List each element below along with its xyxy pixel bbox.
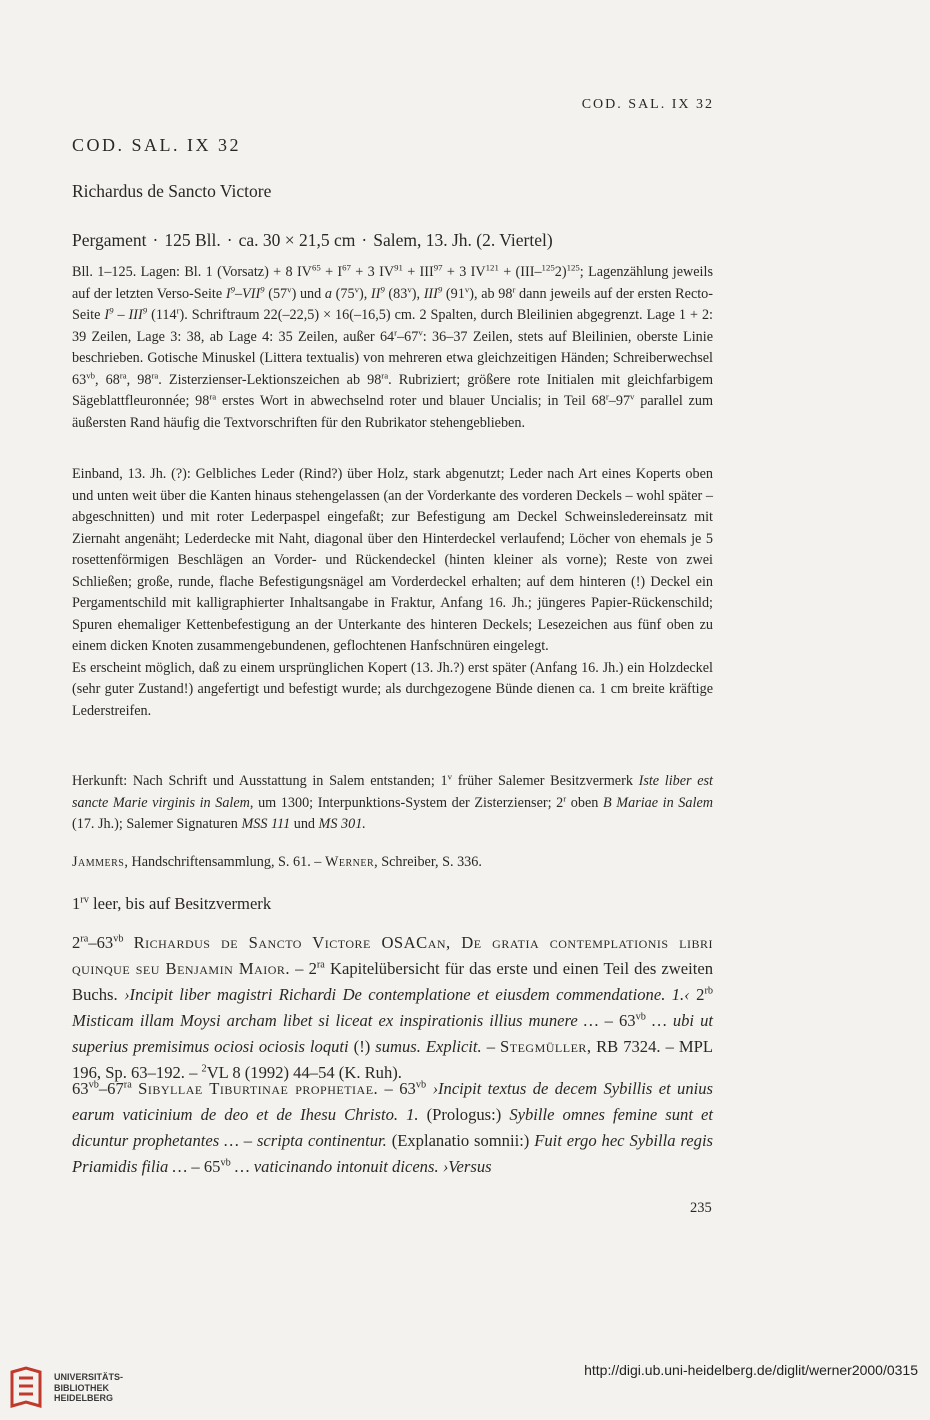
literature-paragraph xyxy=(72,852,713,874)
codicology-text: Bll. 1–125. Lagen: Bl. 1 (Vorsatz) + 8 $IV^{65} + I^{67} + 3$ $IV^{91} + III^{97} + 3$ $IV^{121} + (III-^{125}2)^{125}$; Lagenzählung jeweils auf der letzten Verso-Seite $I^9-VII^9$ (57$^v$) und a (75$^v$), $II^9$ (83$^v$), III$^9$ (91$^v$), ab 98$^r$ dann jeweils auf der ersten Recto-Seite $I^9 - III^9$ (114$^r$). Schriftraum 22(–22,5) × 16(–16,5) cm. 2 Spalten, durch Bleilinien abgegrenzt. Lage 1 + 2: 39 Zeilen, Lage 3: 38, ab Lage 4: 35 Zeilen, außer 64$^r$–67$^v$: 36–37 Zeilen, stets auf Bleilinien, oberste Linie beschrieben. Gotische Minuskel (Littera textualis) von mehreren etwa gleichzeitigen Händen; Schreiberwechsel $63^{vb}$, $68^{ra}$, $98^{ra}$. Zisterzienser-Lektionszeichen ab $98^{ra}$. Rubriziert; größere rote Initialen mit gleichfarbigem Sägeblattfleuronnée; $98^{ra}$ erstes Wort in abwechselnd roter und blauer Uncialis; in Teil 68$^r$–97$^v$ parallel zum äußersten Rand häufig die Textvorschriften für den Rubrikator stehengeblieben. xyxy=(72,262,714,431)
separator: · xyxy=(226,230,233,250)
author-heading: Richardus de Sancto Victore xyxy=(72,181,272,201)
content-entry-sibyllae: $63^{vb}-67^{ra}$ Sibyllae Tiburtinae prophetiae. – $63^{vb}$ ›Incipit textus de decem Sybillis et unius earum vaticinium de deo et de Ihesu Christo. 1. (Prologus:) Sybille omnes femine sunt et dicuntur prophetantes … – scripta continentur. (Explanatio somnii:) Fuit ergo hec Sybilla regis Priamidis filia … – $65^{vb}$ … vaticinando intonuit dicens. ›Versus xyxy=(72,1079,714,1176)
library-name-line: UNIVERSITÄTS- xyxy=(54,1372,124,1382)
binding-text-continued: Es erscheint möglich, daß zu einem ursprünglichen Kopert (13. Jh.?) erst später (Anfang 16. Jh.) ein Holzdeckel (sehr guter Zustand!) angefertigt und befestigt wurde; als durchgezogene Bünde dienen ca. 1 cm breite kräftige Lederstreifen. xyxy=(72,659,713,719)
provenance-paragraph xyxy=(72,771,713,836)
separator: · xyxy=(361,230,368,250)
content-entry-blank: $1^{rv}$ leer, bis auf Besitzvermerk xyxy=(72,894,272,913)
library-name-line: HEIDELBERG xyxy=(54,1393,114,1403)
page-size: ca. 30 × 21,5 cm xyxy=(238,230,356,250)
library-name[interactable] xyxy=(54,1372,123,1404)
leaves-count: 125 Bll. xyxy=(164,230,221,250)
page-number: 235 xyxy=(690,1200,712,1216)
library-logo-icon[interactable] xyxy=(8,1366,44,1410)
literature-text: Jammers, Handschriftensammlung, S. 61. – Werner, Schreiber, S. 336. xyxy=(72,854,482,870)
provenance-text: Herkunft: Nach Schrift und Ausstattung in Salem entstanden; 1$^v$ früher Salemer Besitzvermerk Iste liber est sancte Marie virginis in Salem, um 1300; Interpunktions-System der Zisterzienser; 2$^r$ oben B Mariae in Salem (17. Jh.); Salemer Signaturen MSS 111 und MS 301. xyxy=(72,771,713,832)
separator: · xyxy=(152,230,159,250)
codicology-paragraph xyxy=(72,262,713,434)
codex-summary xyxy=(72,230,553,251)
library-name-line: BIBLIOTHEK xyxy=(54,1382,109,1393)
origin-date: Salem, 13. Jh. (2. Viertel) xyxy=(373,230,553,250)
binding-text: Einband, 13. Jh. (?): Gelbliches Leder (Rind?) über Holz, stark abgenutzt; Leder nach Art eines Koperts oben und unten weit über die Kanten hinaus stehengelassen (an der Vorderkante des vorderen Deckels – wohl später – abgeschnitten) und mit roter Lederpaspel eingefaßt; zur Befestigung am Deckel Schweinsledereinsatz mit Ziernaht angenäht; Lederdecke mit Naht, diagonal über den Hinterdeckel verlaufend; Löcher von ehemals je 5 rosettenförmigen Beschlägen an Vorder- und Rückendeckel (hinten kleiner als vorne); Reste von zwei Schließen; große, runde, flache Befestigungsnägel am Vorderdeckel erhalten; auf dem hinteren (!) Deckel ein Pergamentschild mit kalligraphierter Inhaltsangabe in Fraktur, Anfang 16. Jh.; jüngeres Papier-Rückenschild; Spuren ehemaliger Kettenbefestigung an der Unterkante des hinteren Deckels; Lesezeichen aus fünf oben zu einem dicken Knoten zusammengebundenen, geflochtenen Hanfschnüren eingelegt. xyxy=(72,466,713,654)
binding-paragraph xyxy=(72,464,713,722)
digitization-footer xyxy=(0,1352,930,1420)
codex-title: COD. SAL. IX 32 xyxy=(72,135,242,155)
content-entry-richardus: $2^{ra}-63^{vb}$ Richardus de Sancto Victore OSACan, De gratia contemplationis libri quinque seu Benjamin Maior. – $2^{ra}$ Kapitelübersicht für das erste und einen Teil des zweiten Buchs. ›Incipit liber magistri Richardi De contemplatione et eiusdem commendatione. 1.‹ $2^{rb}$ Misticam illam Moysi archam libet si liceat ex inspirationis illius munere … – $63^{vb}$ … ubi ut superius premisimus ociosi ociosis loquti (!) sumus. Explicit. – Stegmüller, RB 7324. – MPL 196, Sp. 63–192. – $^2$VL 8 (1992) 44–54 (K. Ruh). xyxy=(72,933,714,1082)
material: Pergament xyxy=(72,230,147,250)
source-url-link[interactable]: http://digi.ub.uni-heidelberg.de/diglit/werner2000/0315 xyxy=(584,1362,918,1378)
running-head: COD. SAL. IX 32 xyxy=(581,97,714,112)
